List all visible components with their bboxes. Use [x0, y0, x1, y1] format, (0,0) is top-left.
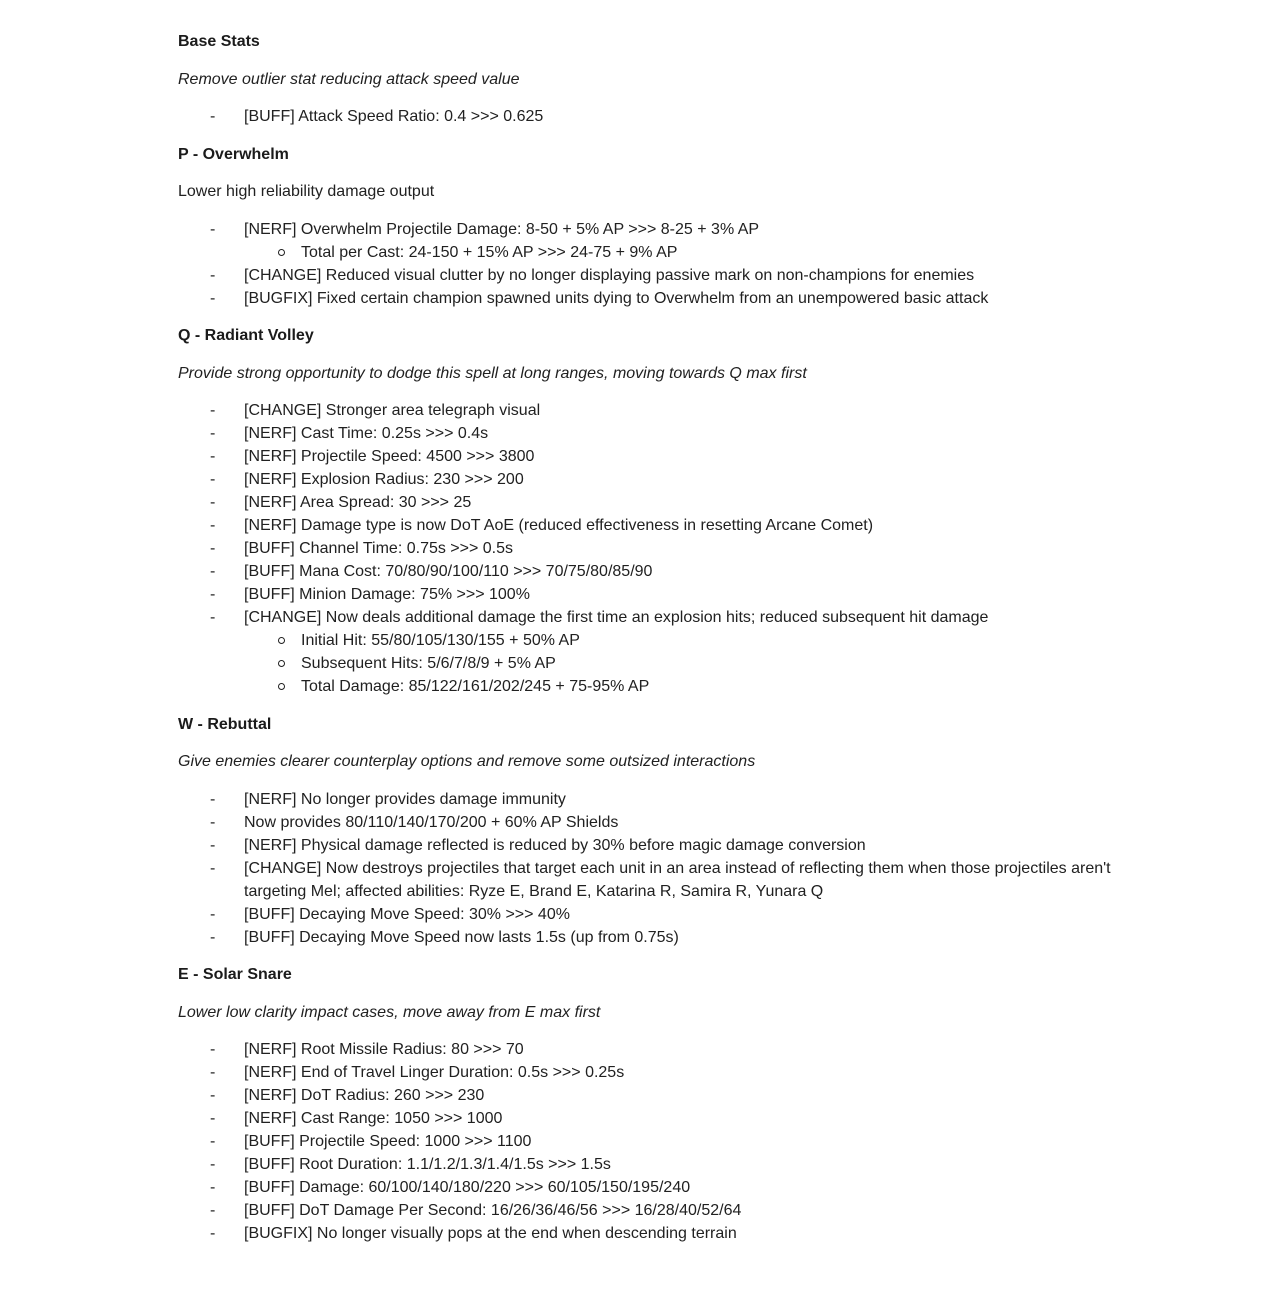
patch-section — [178, 30, 1113, 128]
change-item: - [NERF] Damage type is now DoT AoE (reduced effectiveness in resetting Arcane Comet) — [178, 514, 1113, 537]
section-heading: Q - Radiant Volley — [178, 327, 314, 344]
change-item: - [NERF] Area Spread: 30 >>> 25 — [178, 491, 1113, 514]
change-item: - [BUFF] Mana Cost: 70/80/90/100/110 >>> 70/75/80/85/90 — [178, 560, 1113, 583]
change-item: - [NERF] DoT Radius: 260 >>> 230 — [178, 1084, 1113, 1107]
patch-section — [178, 143, 1113, 310]
change-item: - [NERF] Root Missile Radius: 80 >>> 70 — [178, 1038, 1113, 1061]
change-list — [178, 1038, 1113, 1245]
change-item: - [BUFF] Decaying Move Speed now lasts 1.5s (up from 0.75s) — [178, 926, 1113, 949]
change-item: - [NERF] Explosion Radius: 230 >>> 200 — [178, 468, 1113, 491]
section-heading: W - Rebuttal — [178, 715, 272, 733]
change-item: - [NERF] Cast Range: 1050 >>> 1000 — [178, 1107, 1113, 1130]
change-item: - Now provides 80/110/140/170/200 + 60% AP Shields — [178, 811, 1113, 834]
change-item: - [NERF] End of Travel Linger Duration: 0.5s >>> 0.25s — [178, 1061, 1113, 1084]
change-item: - [BUFF] Damage: 60/100/140/180/220 >>> 60/105/150/195/240 — [178, 1176, 1113, 1199]
change-item: - [CHANGE] Reduced visual clutter by no longer displaying passive mark on non-champions for enemies — [178, 264, 1113, 287]
section-description: Lower high reliability damage output — [178, 183, 435, 200]
section-heading: P - Overwhelm — [178, 145, 289, 163]
change-subitem: Total Damage: 85/122/161/202/245 + 75-95% AP — [178, 675, 1113, 698]
change-item: - [BUGFIX] No longer visually pops at the end when descending terrain — [178, 1222, 1113, 1245]
change-list — [178, 218, 1113, 310]
change-item: - [CHANGE] Now destroys projectiles that target each unit in an area instead of reflecting them when those projectiles aren't targeting Mel; affected abilities: Ryze E, Brand E, Katarina R, Samira R, Yunara Q — [178, 857, 1113, 903]
change-item: - [NERF] No longer provides damage immunity — [178, 788, 1113, 811]
patch-section — [178, 963, 1113, 1245]
change-item: - [CHANGE] Stronger area telegraph visual — [178, 399, 1113, 422]
change-item: - [NERF] Overwhelm Projectile Damage: 8-50 + 5% AP >>> 8-25 + 3% AP — [178, 218, 1113, 241]
patch-section — [178, 324, 1113, 698]
section-description: Give enemies clearer counterplay options and remove some outsized interactions — [178, 753, 756, 770]
change-list — [178, 788, 1113, 949]
change-list — [178, 399, 1113, 698]
change-item: - [BUFF] Channel Time: 0.75s >>> 0.5s — [178, 537, 1113, 560]
change-item: - [BUGFIX] Fixed certain champion spawned units dying to Overwhelm from an unempowered basic attack — [178, 287, 1113, 310]
change-subitem: Total per Cast: 24-150 + 15% AP >>> 24-75 + 9% AP — [178, 241, 1113, 264]
change-subitem: Subsequent Hits: 5/6/7/8/9 + 5% AP — [178, 652, 1113, 675]
section-description: Lower low clarity impact cases, move away from E max first — [178, 1003, 601, 1021]
change-item: - [NERF] Projectile Speed: 4500 >>> 3800 — [178, 445, 1113, 468]
section-description: Remove outlier stat reducing attack speed value — [178, 70, 520, 88]
change-item: - [BUFF] Decaying Move Speed: 30% >>> 40% — [178, 903, 1113, 926]
change-item: - [BUFF] Attack Speed Ratio: 0.4 >>> 0.625 — [178, 105, 1113, 128]
change-subitem: Initial Hit: 55/80/105/130/155 + 50% AP — [178, 629, 1113, 652]
section-heading: E - Solar Snare — [178, 966, 292, 983]
change-item: - [NERF] Cast Time: 0.25s >>> 0.4s — [178, 422, 1113, 445]
change-item: - [BUFF] Root Duration: 1.1/1.2/1.3/1.4/1.5s >>> 1.5s — [178, 1153, 1113, 1176]
change-list — [178, 105, 1113, 128]
change-item: - [NERF] Physical damage reflected is reduced by 30% before magic damage conversion — [178, 834, 1113, 857]
section-description: Provide strong opportunity to dodge this spell at long ranges, moving towards Q max first — [178, 364, 807, 382]
change-item: - [BUFF] Projectile Speed: 1000 >>> 1100 — [178, 1130, 1113, 1153]
change-item: - [BUFF] Minion Damage: 75% >>> 100% — [178, 583, 1113, 606]
change-item: - [BUFF] DoT Damage Per Second: 16/26/36/46/56 >>> 16/28/40/52/64 — [178, 1199, 1113, 1222]
patch-section — [178, 713, 1113, 949]
section-heading: Base Stats — [178, 33, 260, 50]
change-item: - [CHANGE] Now deals additional damage the first time an explosion hits; reduced subsequent hit damage — [178, 606, 1113, 629]
